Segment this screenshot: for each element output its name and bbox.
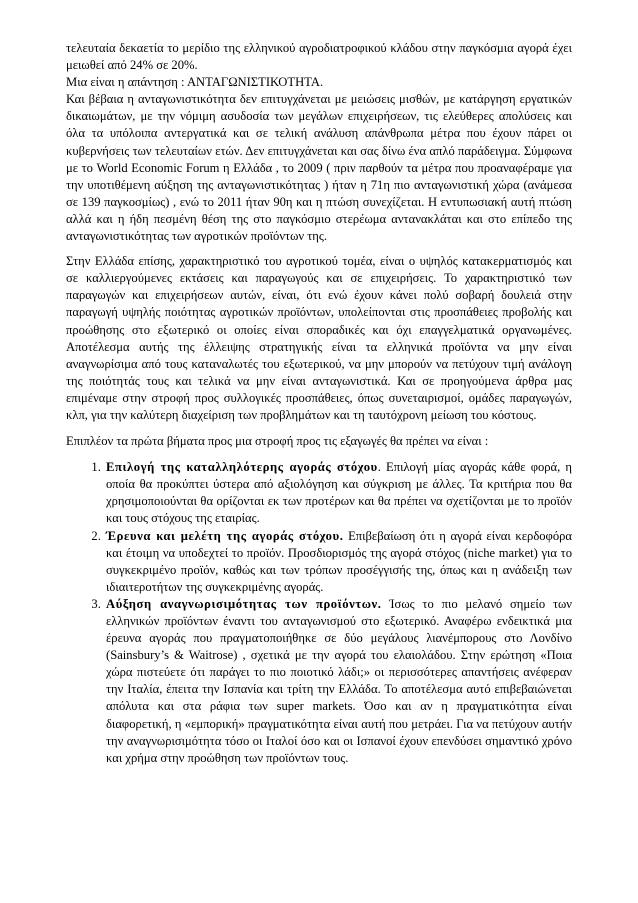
paragraph-first-steps: Επιπλέον τα πρώτα βήματα προς μια στροφή προς τις εξαγωγές θα πρέπει να είναι : <box>66 434 489 449</box>
steps-list <box>66 459 572 767</box>
list-item <box>104 596 572 767</box>
paragraph-answer: Μια είναι η απάντηση : ΑΝΤΑΓΩΝΙΣΤΙΚΟΤΗΤΑ. <box>66 75 324 90</box>
list-item-title: Αύξηση αναγνωρισιμότητας των προϊόντων. <box>106 596 382 611</box>
paragraph-fragmentation: Στην Ελλάδα επίσης, χαρακτηριστικό του αγροτικού τομέα, είναι ο υψηλός κατακερματισμός και σε καλλιεργούμενες εκτάσεις και παραγωγούς και σε επιχειρήσεις. Το χαρακτηριστικό των παραγωγών και επιχειρήσεων αυτών, είναι, ότι ενώ έχουν κάνει πολύ σοβαρή δουλειά στην παραγωγή υψηλής ποιότητας αγροτικών προϊόντων, υπολείπονται στις προσπάθειες προβολής και προώθησης στο εξωτερικό οι οποίες είναι σποραδικές και όχι επαγγελματικά οργανωμένες. Αποτέλεσμα αυτής της έλλειψης στρατηγικής είναι τα ελληνικά προϊόντα να μην είναι αναγνωρίσιμα από τους καταναλωτές του εξωτερικού, να μην μπορούν να πετύχουν τιμή ανάλογη της ποιότητάς τους και τελικά να μην είναι ανταγωνιστικά. Και σε προηγούμενα άρθρα μας επιμέναμε στην στροφή προς συλλογικές προσπάθειες, όπως συνεταιρισμοί, ομάδες παραγωγών, κλπ, για την καλύτερη διαχείριση των προβλημάτων και τη ταυτόχρονη μείωση του κόστους. <box>66 254 572 422</box>
list-item <box>104 459 572 527</box>
list-item <box>104 528 572 596</box>
paragraph-market-share: τελευταία δεκαετία το μερίδιο της ελληνικού αγροδιατροφικού κλάδου στην παγκόσμια αγορά έχει μειωθεί από 24% σε 20%. <box>66 41 572 73</box>
list-item-title: Έρευνα και μελέτη της αγοράς στόχου. <box>106 528 344 543</box>
list-item-body: Ίσως το πιο μελανό σημείο των ελληνικών προϊόντων έναντι του ανταγωνισμού στο εξωτερικό. Αναφέρω ενδεικτικά μια έρευνα αγοράς που πραγματοποιήθηκε σε δύο μεγάλους λιανέμπορους στο Λονδίνο (Sainsbury’s & Waitrose) , σχετικά με την αγορά του ελαιολάδου. Στην ερώτηση «Ποια χώρα πιστεύετε ότι παράγει το πιο ποιοτικό λάδι;» οι περισσότερες απαντήσεις ανέφεραν την Ιταλία, έπειτα την Ισπανία και τρίτη την Ελλάδα. Το αποτέλεσμα αυτό επιβεβαιώνεται απόλυτα και στα ράφια των super markets. Όσο και αν η πραγματικότητα είναι διαφορετική, η «εμπορική» πραγματικότητα είναι αυτή που μετράει. Για να πετύχουν αυτήν την αναγνωρισιμότητα τόσο οι Ιταλοί όσο και οι Ισπανοί έχουν επενδύσει σημαντικό χρόνο και χρήμα στην προώθηση των προϊόντων τους. <box>106 596 572 765</box>
paragraph-competitiveness: Και βέβαια η ανταγωνιστικότητα δεν επιτυγχάνεται με μειώσεις μισθών, με κατάργηση εργατικών δικαιωμάτων, με την νόμιμη ασυδοσία των μεγάλων επιχειρήσεων, τις ελεύθερες απολύσεις και όλα τα υπόλοιπα αντεργατικά και σε τελική ανάλυση απάνθρωπα μέτρα που έχουν πάρει οι κυβερνήσεις των τελευταίων ετών. Δεν επιτυγχάνεται και σας δίνω ένα απλό παράδειγμα. Σύμφωνα με το World Economic Forum η Ελλάδα , το 2009 ( πριν παρθούν τα μέτρα που προαναφέραμε για την υποτιθέμενη αύξηση της ανταγωνιστικότητας ) ήταν η 71η πιο ανταγωνιστική χώρα (ανάμεσα σε 139 παγκοσμίως) , ενώ το 2011 ήταν 90η και η πτώση συνεχίζεται. Η εντυπωσιακή αυτή πτώση αλλά και η ήδη πεσμένη θέση της στο παγκόσμιο στερέωμα αντανακλάται και στο επίπεδο της ανταγωνιστικότητας των αγροτικών προϊόντων της. <box>66 92 572 244</box>
list-item-body: . Επιλογή μίας αγοράς κάθε φορά, η οποία θα προκύπτει ύστερα από αξιολόγηση και σύγκριση με άλλες. Τα κριτήρια που θα χρησιμοποιούνται θα ορίζονται εκ των προτέρων και θα πρέπει να σχετίζονται με το προϊόν και τους στόχους της εταιρίας. <box>106 460 572 526</box>
list-item-title: Επιλογή της καταλληλότερης αγοράς στόχου <box>106 460 378 475</box>
list-item-body: Επιβεβαίωση ότι η αγορά είναι κερδοφόρα και έτοιμη να υποδεχτεί το προϊόν. Προσδιορισμός της αγορά στόχος (niche market) για το συγκεκριμένο προϊόν, καθώς και των τρόπων προσέγγισής της, όπως και η ανάδειξη των ιδιαιτεροτήτων της συγκεκριμένης αγοράς. <box>106 528 572 594</box>
